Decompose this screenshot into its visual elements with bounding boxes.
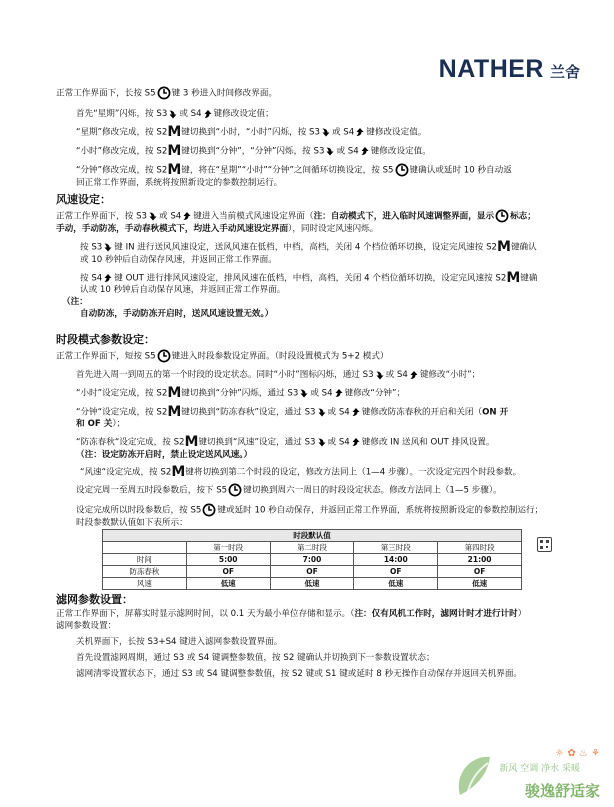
table-cell: 防冻春秋	[103, 566, 187, 578]
manual-content	[56, 86, 596, 680]
s1-line-1: 正常工作界面下，长按 S5 键 3 秒进入时间修改界面。	[56, 86, 596, 100]
arrow-up-icon	[351, 407, 361, 417]
s1-line-2: 首先“星期”闪烁，按 S3 或 S4 键修改设定值；	[76, 109, 274, 119]
s4-line-4: 首先设置滤网周期，通过 S3 或 S4 键调整参数值，按 S2 键确认并切换到下一参数设置状态；	[76, 653, 435, 663]
s4-line-3: 关机界面下，长按 S3+S4 键进入滤网参数设置界面。	[76, 637, 283, 647]
table-cell: OF	[270, 566, 354, 578]
table-row	[103, 578, 522, 590]
table-header-cell: 第四时段	[438, 542, 522, 554]
s1-line-5: “分钟”修改完成，按 S2M键，将在“星期”“小时”“分钟”之间循环切换设定，按 S5 键确认或延时 10 秒自动返	[76, 162, 512, 178]
s3-line-4b: 和 OF 关）；	[76, 419, 126, 429]
s3-line-9: 设定完成所以时段参数后，按 S5 键或延时 10 秒自动保存，并返回正常工作界面，系统将按照新设定的参数控制运行；	[56, 503, 596, 517]
arrow-down-icon	[317, 437, 327, 447]
arrow-down-icon	[103, 242, 113, 252]
s4-line-2: 滤网参数设置：	[56, 621, 117, 631]
arrow-down-icon	[317, 407, 327, 417]
clock-icon	[157, 86, 171, 100]
table-cell: 低速	[270, 578, 354, 590]
qr-code-icon[interactable]	[537, 537, 552, 552]
arrow-down-icon	[148, 211, 158, 221]
m-key-icon: M	[167, 162, 182, 178]
s3-line-5: “防冻春秋“设定完成，按 S2M键切换到“风速”设定，通过 S3 或 S4 键修改 IN 送风和 OUT 排风设置。	[76, 434, 495, 450]
m-key-icon: M	[167, 403, 182, 420]
s3-line-3: “小时”设定完成，按 S2M键切换到“分钟”闪烁，通过 S3 或 S4 键修改“分钟”；	[76, 385, 406, 401]
arrow-down-icon	[375, 370, 385, 380]
arrow-up-icon	[360, 146, 370, 156]
table-header-cell: 第二时段	[270, 542, 354, 554]
s2-line-3: 按 S3 键 IN 进行送风风速设定，送风风速在低档，中档，高档，关闭 4 个档位循环切换，设定完风速按 S2M键确认	[80, 239, 537, 255]
watermark-subtitle: 新风 空调 净水 采暖	[499, 764, 580, 774]
s1-line-4: “小时”修改完成，按 S2M键切换到“分钟”，“分钟”闪烁，按 S3 或 S4 键修改设定值。	[76, 142, 431, 159]
s2-line-4: 或 10 秒钟后自动保存风速，并返回正常工作界面。	[80, 254, 277, 265]
s3-line-1: 正常工作界面下，短按 S5 键进入时段参数设定界面。（时段设置模式为 5+2 模式）	[56, 349, 596, 363]
table-cell: 5:00	[186, 554, 270, 566]
brand-name-en: NATHER	[438, 55, 544, 83]
m-key-icon: M	[171, 463, 186, 480]
brand-name-cn: 兰舍	[549, 63, 580, 81]
clock-icon	[202, 503, 216, 517]
table-cell: 低速	[354, 578, 438, 590]
section-title-filter: 滤网参数设置：	[56, 593, 133, 606]
section-title-fan-speed: 风速设定：	[56, 193, 111, 206]
arrow-down-icon	[325, 146, 335, 156]
table-row	[103, 566, 522, 578]
s4-line-1: 正常工作界面下，屏幕实时显示滤网时间，以 0.1 天为最小单位存储和显示。（注：仅有风机工作时，滤网计时才进行计时）	[56, 609, 527, 619]
arrow-down-icon	[299, 388, 309, 398]
arrow-down-icon	[168, 109, 178, 119]
s2-note-label: （注：	[62, 297, 88, 307]
table-header-cell	[103, 542, 187, 554]
watermark-text: 骏逸舒适家	[524, 782, 600, 800]
s2-note-text: 自动防冻，手动防冻开启时，送风风速设置无效。）	[80, 309, 274, 319]
s3-line-2: 首先进入周一到周五的第一个时段的设定状态。同时“小时”图标闪烁，通过 S3 或 S4 键修改“小时”；	[76, 370, 481, 380]
m-key-icon: M	[167, 124, 182, 140]
table-header-cell: 第一时段	[186, 542, 270, 554]
brand-logo	[439, 55, 580, 84]
arrow-up-icon	[203, 109, 213, 119]
s3-line-6: （注：设定防冻开启时，禁止设定送风风速。）	[76, 449, 253, 460]
arrow-down-icon	[321, 127, 331, 137]
s2-line-5: 按 S4 键 OUT 进行排风风速设定，排风风速在低档，中档，高档，关闭 4 个档位循环切换，设定完风速按 S2M键确	[80, 269, 538, 286]
m-key-icon: M	[184, 434, 199, 450]
table-cell: 14:00	[354, 554, 438, 566]
arrow-up-icon	[351, 437, 361, 447]
s1-line-6: 回正常工作界面，系统将按照新设定的参数控制运行。	[76, 178, 283, 188]
table-cell: OF	[354, 566, 438, 578]
s2-line-6: 认或 10 秒钟后自动保存风速，并返回正常工作界面。	[80, 285, 286, 295]
table-title: 时段默认值	[103, 530, 522, 542]
clock-icon	[495, 209, 509, 223]
m-key-icon: M	[497, 239, 511, 255]
table-header-cell: 第三时段	[354, 542, 438, 554]
table-row	[103, 554, 522, 566]
s3-line-4: “分钟“设定完成，按 S2M键切换到“防冻春秋”设定，通过 S3 或 S4 键修改防冻春秋的开启和关闭（ON 开	[76, 403, 509, 420]
section-title-period-mode: 时段模式参数设定：	[56, 333, 155, 346]
s1-line-3: “星期”修改完成，按 S2M键切换到“小时，“小时”闪烁，按 S3 或 S4 键修改设定值。	[76, 124, 427, 140]
period-default-table	[102, 529, 522, 590]
s3-line-10: 时段参数默认值如下表所示：	[76, 518, 188, 528]
table-cell: 7:00	[270, 554, 354, 566]
arrow-up-icon	[103, 273, 113, 283]
table-cell: 风速	[103, 578, 187, 590]
table-cell: 低速	[186, 578, 270, 590]
arrow-up-icon	[355, 127, 365, 137]
default-table-wrap	[56, 529, 596, 590]
table-cell: 低速	[438, 578, 522, 590]
clock-icon	[395, 163, 409, 177]
watermark-icons: ☼ ✿ ♨ ⚘	[555, 748, 600, 759]
clock-icon	[157, 349, 171, 363]
clock-icon	[228, 483, 242, 497]
s3-line-8: 设定完周一至周五时段参数后，按下 S5 键切换到周六一周日的时段设定状态。修改方法同上（1—5 步骤）。	[56, 483, 596, 497]
m-key-icon: M	[167, 385, 182, 401]
table-cell: OF	[186, 566, 270, 578]
m-key-icon: M	[167, 142, 182, 159]
table-cell: 21:00	[438, 554, 522, 566]
arrow-up-icon	[182, 211, 192, 221]
arrow-up-icon	[409, 370, 419, 380]
s2-line-1: 正常工作界面下，按 S3 或 S4 键进入当前模式风速设定界面（注：自动模式下，进入临时风速调整界面，显示 标志；	[56, 209, 596, 223]
m-key-icon: M	[506, 269, 521, 286]
table-cell: 时间	[103, 554, 187, 566]
arrow-up-icon	[334, 388, 344, 398]
s3-line-7: “风速“设定完成，按 S2M键将切换到第二个时段的设定，修改方法同上（1—4 步骤）。一次设定完四个时段参数。	[80, 463, 522, 480]
table-cell: OF	[438, 566, 522, 578]
s4-line-5: 滤网清零设置状态下，通过 S3 或 S4 键调整参数值，按 S2 键或 S1 键或延时 8 秒无操作自动保存并返回关机界面。	[76, 669, 523, 679]
s2-line-2: 手动，手动防冻，手动春秋模式下，均进入手动风速设定界面），同时设定风速闪烁。	[56, 224, 379, 234]
